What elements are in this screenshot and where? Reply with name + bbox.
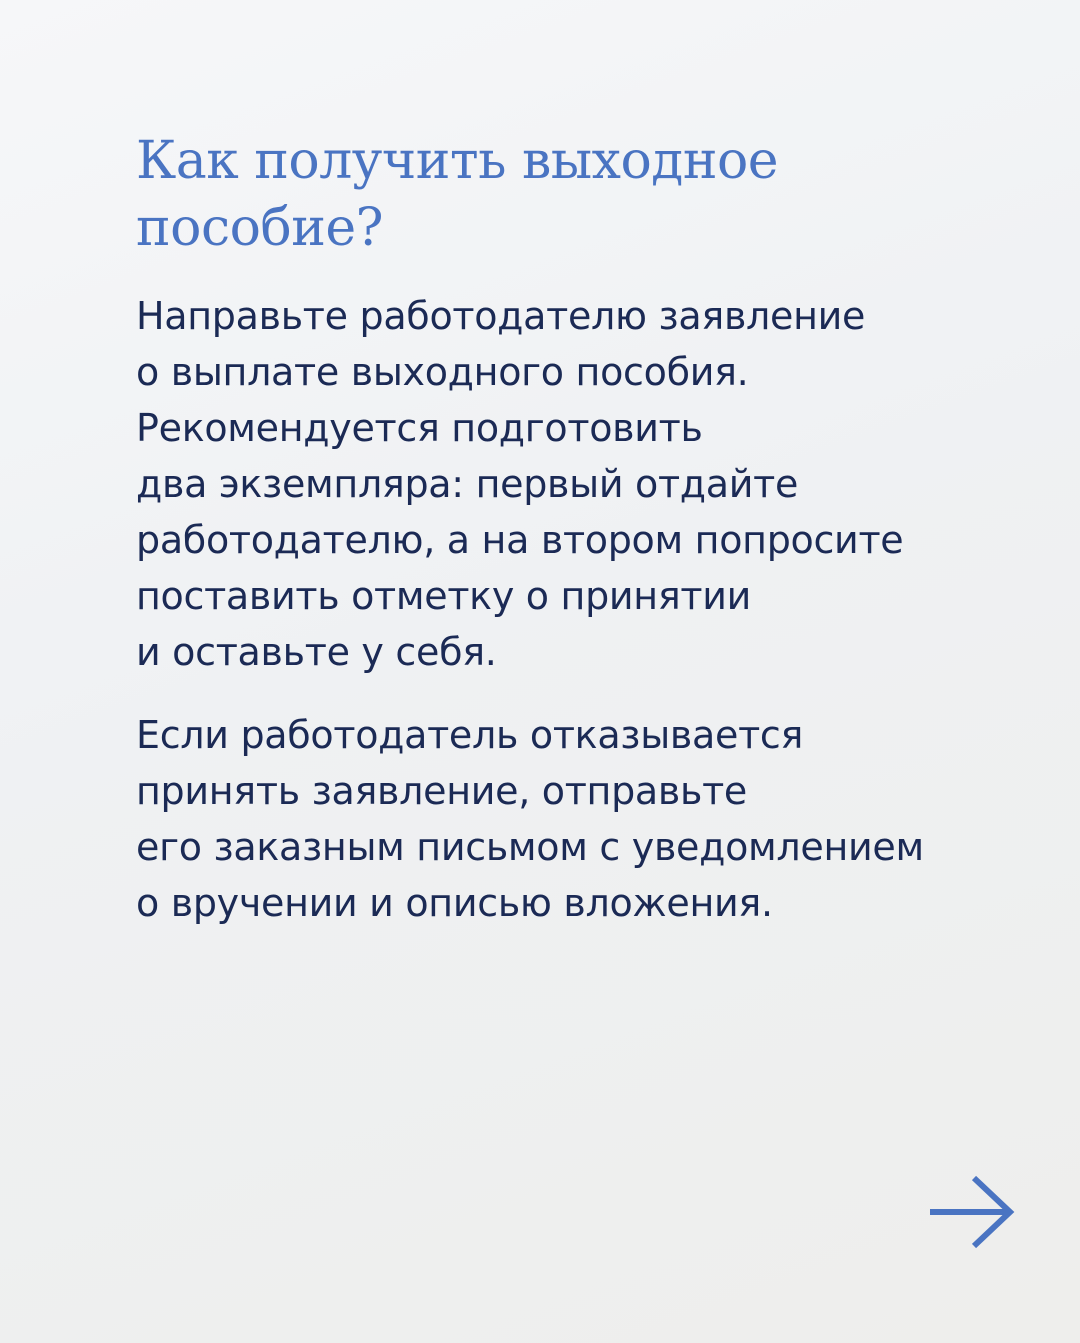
text-line: два экземпляра: первый отдайте [136, 462, 799, 506]
text-line: Рекомендуется подготовить [136, 406, 703, 450]
text-line: Направьте работодателю заявление [136, 294, 866, 338]
text-line: его заказным письмом с уведомлением [136, 825, 924, 869]
text-line: о выплате выходного пособия. [136, 350, 749, 394]
text-line: Если работодатель отказывается [136, 713, 804, 757]
page-title [136, 128, 956, 262]
text-line: о вручении и описью вложения. [136, 881, 773, 925]
text-line: поставить отметку о принятии [136, 574, 752, 618]
arrow-right-icon [926, 1172, 1016, 1252]
title-line: Как получить выходное [136, 131, 779, 191]
paragraph-refusal [136, 707, 1036, 931]
text-line: принять заявление, отправьте [136, 769, 748, 813]
text-line: работодателю, а на втором попросите [136, 518, 904, 562]
text-line: и оставьте у себя. [136, 630, 497, 674]
next-slide-button[interactable] [926, 1172, 1016, 1252]
title-line: пособие? [136, 198, 384, 258]
paragraph-application [136, 288, 1036, 680]
